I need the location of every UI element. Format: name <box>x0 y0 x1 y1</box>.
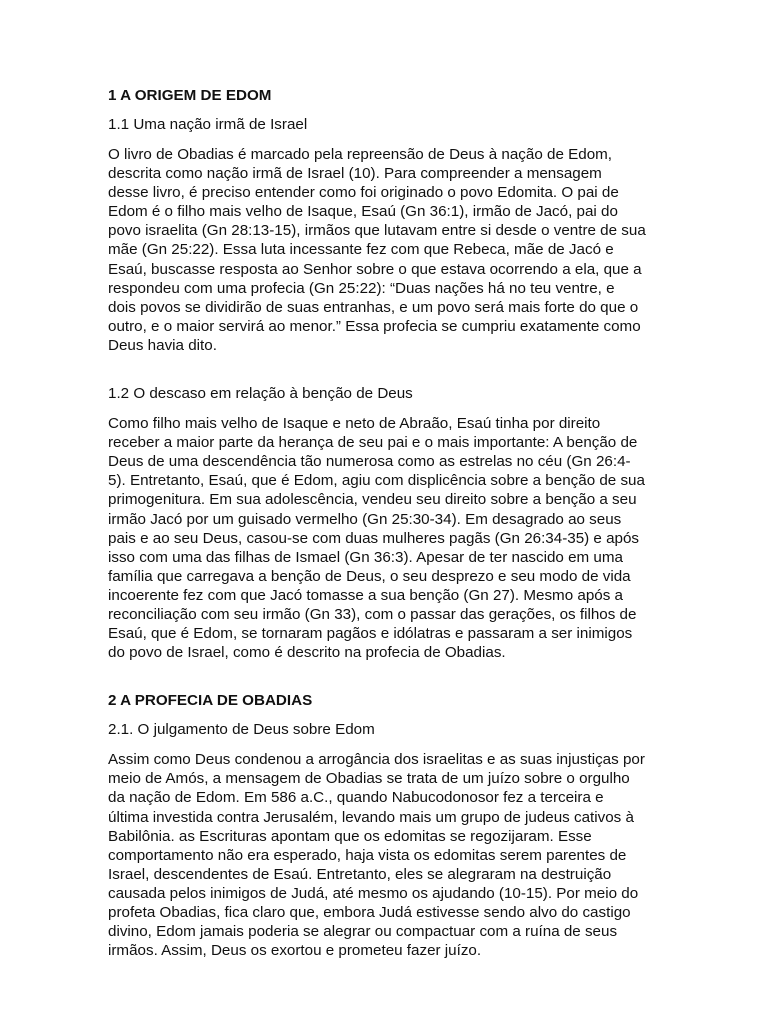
subsection-title-1-2: 1.2 O descaso em relação à benção de Deus <box>108 385 413 403</box>
text-line: Babilônia. as Escrituras apontam que os edomitas se regozijaram. Esse <box>108 827 592 845</box>
text-line: primogenitura. Em sua adolescência, vendeu seu direito sobre a benção a seu <box>108 491 637 509</box>
text-line: pais e ao seu Deus, casou-se com duas mulheres pagãs (Gn 26:34-35) e após <box>108 529 640 547</box>
text-line: causada pelos inimigos de Judá, até mesmo os ajudando (10-15). Por meio do <box>108 884 639 902</box>
text-line: Edom é o filho mais velho de Isaque, Esaú (Gn 36:1), irmão de Jacó, pai do <box>108 203 618 221</box>
text-line: divino, Edom jamais poderia se alegrar ou compactuar com a ruína de seus <box>108 923 618 941</box>
text-line: incoerente fez com que Jacó tomasse a sua benção (Gn 27). Mesmo após a <box>108 586 623 604</box>
text-line: desse livro, é preciso entender como foi originado o povo Edomita. O pai de <box>108 184 619 202</box>
text-line: meio de Amós, a mensagem de Obadias se trata de um juízo sobre o orgulho <box>108 770 630 788</box>
text-line: O livro de Obadias é marcado pela repreensão de Deus à nação de Edom, <box>108 146 613 163</box>
text-line: reconciliação com seu irmão (Gn 33), com o passar das gerações, os filhos de <box>108 605 637 623</box>
subsection-title-2-1: 2.1. O julgamento de Deus sobre Edom <box>108 721 375 739</box>
paragraph-1-1 <box>108 145 663 355</box>
section-heading-1: 1 A ORIGEM DE EDOM <box>108 87 272 104</box>
text-line: Deus havia dito. <box>108 336 217 354</box>
text-line: Deus de uma descendência tão numerosa como as estrelas no céu (Gn 26:4- <box>108 453 631 471</box>
subsection-title-1-1: 1.1 Uma nação irmã de Israel <box>108 116 308 133</box>
text-line: irmão Jacó por um guisado vermelho (Gn 25:30-34). Em desagrado ao seus <box>108 510 622 528</box>
text-line: Assim como Deus condenou a arrogância dos israelitas e as suas injustiças por <box>108 751 645 769</box>
text-line: outro, e o maior servirá ao menor.” Essa profecia se cumpriu exatamente como <box>108 317 641 335</box>
text-line: última investida contra Jerusalém, levando mais um grupo de judeus cativos à <box>108 808 634 826</box>
text-line: Como filho mais velho de Isaque e neto de Abraão, Esaú tinha por direito <box>108 415 601 433</box>
paragraph-1-2 <box>108 414 663 662</box>
text-line: do povo de Israel, como é descrito na profecia de Obadias. <box>108 644 506 662</box>
text-line: mãe (Gn 25:22). Essa luta incessante fez com que Rebeca, mãe de Jacó e <box>108 241 614 259</box>
text-line: povo israelita (Gn 28:13-15), irmãos que lutavam entre si desde o ventre de sua <box>108 222 646 240</box>
text-line: irmãos. Assim, Deus os exortou e prometeu fazer juízo. <box>108 942 482 960</box>
text-line: Israel, descendentes de Esaú. Entretanto, eles se alegraram na destruição <box>108 865 612 883</box>
paragraph-2-1 <box>108 750 663 960</box>
text-line: receber a maior parte da herança de seu pai e o mais importante: A benção de <box>108 434 638 452</box>
text-line: profeta Obadias, fica claro que, embora Judá estivesse sendo alvo do castigo <box>108 904 631 921</box>
document-page <box>108 86 663 960</box>
text-line: Esaú, que é Edom, se tornaram pagãos e idólatras e passaram a ser inimigos <box>108 625 633 643</box>
text-line: dois povos se dividirão de suas entranhas, e um povo será mais forte do que o <box>108 298 639 316</box>
text-line: isso com uma das filhas de Ismael (Gn 36:3). Apesar de ter nascido em uma <box>108 548 623 566</box>
text-line: família que carregava a benção de Deus, o seu desprezo e seu modo de vida <box>108 567 631 585</box>
text-line: Esaú, buscasse resposta ao Senhor sobre o que estava ocorrendo a ela, que a <box>108 260 642 278</box>
text-line: comportamento não era esperado, haja vista os edomitas serem parentes de <box>108 846 627 864</box>
text-line: da nação de Edom. Em 586 a.C., quando Nabucodonosor fez a terceira e <box>108 789 604 807</box>
section-heading-2: 2 A PROFECIA DE OBADIAS <box>108 692 313 710</box>
text-line: 5). Entretanto, Esaú, que é Edom, agiu com displicência sobre a benção de sua <box>108 472 645 490</box>
text-line: respondeu com uma profecia (Gn 25:22): “Duas nações há no teu ventre, e <box>108 279 615 297</box>
text-line: descrita como nação irmã de Israel (10). Para compreender a mensagem <box>108 165 602 183</box>
